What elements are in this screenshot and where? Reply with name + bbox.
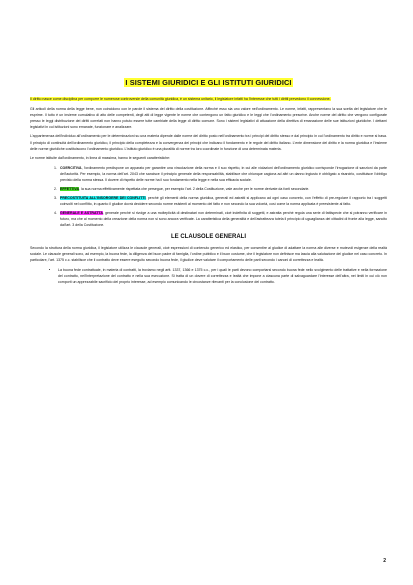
page-title-text: I SISTEMI GIURIDICI E GLI ISTITUTI GIURIDICI — [125, 78, 292, 87]
list-intro: Le norme istituite dall'ordinamento, in linea di massima, hanno le seguenti caratteristiche: — [30, 156, 171, 161]
list-item-term: GENERALE E ASTRATTA — [60, 210, 103, 215]
clauses-paragraph: Secondo la struttura della norma giuridica, il legislatore utilizza le clausole generali, cioè espressioni di contenuto generico ed elastico, per consentire al giudice di adattare la norma alle diverse e mutevoli esigenze della realtà sociale. Le clausole generali sono, ad esempio, la buona fede, la diligenza del buon padre di famiglia, l'ordine pubblico e il buon costume, che il legislatore non definisce ma lascia alla valutazione del giudice nel caso concreto. In particolare, l'art. 1375 c.c. stabilisce che il contratto deve essere eseguito secondo buona fede, il giudice deve valutare il comportamento delle parti secondo i canoni di correttezza e lealtà. — [30, 246, 387, 263]
intro-paragraph-1-text: Il diritto nasce come disciplina per comporre le numerose controversie della comunità giuridica, è un sistema unitario, il legislatore infatti ha l'interesse che tutti i diritti prevedono il connessione. — [30, 97, 331, 101]
intro-paragraph-2: Gli articoli della norma della legge bene, non coincidono con le parole il sistema del diritto della costituzione. Affinché esso sia uno valore nell'ordinamento. Le norme, infatti, rappresentano la sua scelta del legislatore che le esprime. Il tutto è un insieme cumulativo di atto delle competenti, degli atti di legge vigente le norme che contengono un fatto giuridico e le leggi che l'ordinamento prescrive. Anche norme del diritto che vengono configurate presso le leggi distribuzione dei diritti correlati non hanno potuto essere tutte cambiate della legge di diritto comune. Sono i sistemi legislativi di attuazione della direttiva di emanazione delle sue istituzioni giuridiche. I dettami legislativi in cui istituzioni sono emanate, funzionare e analizzare. — [30, 106, 387, 129]
list-item-text: , la sua norma effettivamente rispettata che persegue, per esempio l'art. 2 della Costituzione, vale anche per le norme derivate da fonti secondarie. — [79, 186, 310, 191]
list-item-term: COERCITIVA — [60, 165, 82, 170]
list-item — [58, 165, 387, 183]
section-subtitle: LE CLAUSOLE GENERALI — [170, 234, 246, 241]
page-number: 2 — [383, 558, 386, 564]
list-item — [58, 210, 387, 228]
list-item-term: EFFETTIVA — [60, 186, 80, 191]
list-item-text: , generale perché si rivolge a una molteplicità di destinatari non determinati, cioè indefinita di soggetti, e astratta perché regola una serie di fattispecie che si potranno verificare in futuro, ma che al momento della creazione della norma non si sono ancora verificate. La caratteristica della generalità e dell'astrattezza tutela il principio di uguaglianza dei cittadini di fronte alla legge, sancito dall'art. 3 della Costituzione. — [60, 210, 387, 227]
list-item — [58, 195, 387, 207]
intro-paragraph-1 — [30, 96, 387, 102]
characteristics-list — [30, 165, 387, 228]
list-item — [58, 186, 387, 192]
list-item-text: , l'ordinamento predispone un apparato per garantire una vincolazione della norma e il suo rispetto, in cui alle violazioni dell'ordinamento giuridico corrisponde l'irrogazione di sanzioni da parte dell'autorità. Per esempio, la norma dell'art. 2043 che sancisce il principio generale della responsabilità, stabilisce che chiunque cagiona ad altri un danno ingiusto è obbligato a risarcirlo, costituisce l'obbligo previsto della norma stessa. Il dovere di rispetto delle norme ha il suo fondamento nella legge e nella sua efficacia sociale. — [60, 165, 387, 183]
list-item-term: PRECOSTITUITA ALL'INSORGERE DEI CONFLITTI — [60, 195, 146, 200]
list-item-text: , perché gli elementi della norma giuridica, generali ed astratti si applicano ad ogni caso concreto, con l'effetto di pre-regolare il rapporto tra i soggetti coinvolti nel conflitto, in quanto il giudice dovrà decidere secondo norme esistenti al momento del fatto e non secondo la sua volontà, così come la norma applicata è preesistente al fatto. — [60, 195, 387, 206]
intro-paragraph-3: L'appartenenza dell'individuo all'ordinamento per le determinazioni su una materia dipende dalle norme del diritto posto nell'ordinamento tra i principi del diritto stesso e dal principio in cui l'ordinamento tra diritto e norme si basa. Il principio di continuità dell'ordinamento giuridico, il principio della completezza e la convergenza dei principi che indicano il fondamento e le regole del diritto italiano. L'ente dimensione del diritto e la norma giuridica e l'insieme delle norme giuridiche costituiscono l'ordinamento giuridico. L'istituto giuridico è una pluralità di norme tra loro coordinate in funzione di una determinata materia. — [30, 134, 387, 151]
clauses-bullet-list — [30, 267, 387, 285]
page-title — [30, 78, 387, 87]
list-item: • La buona fede contrattuale, in materia di contratti, la troviamo negli artt. 1337, 1366 e 1375 c.c., per i quali le parti devono comportarsi secondo buona fede nello svolgimento delle trattative e nella formazione del contratto, nell'interpretazione del contratto e nella sua esecuzione. Si tratta di un dovere di correttezza e lealtà che impone a ciascuna parte di salvaguardare l'interesse dell'altra, nei limiti in cui ciò non comporti un apprezzabile sacrificio del proprio interesse, ad esempio comunicando le circostanze rilevanti per la conclusione del contratto. — [58, 267, 387, 285]
